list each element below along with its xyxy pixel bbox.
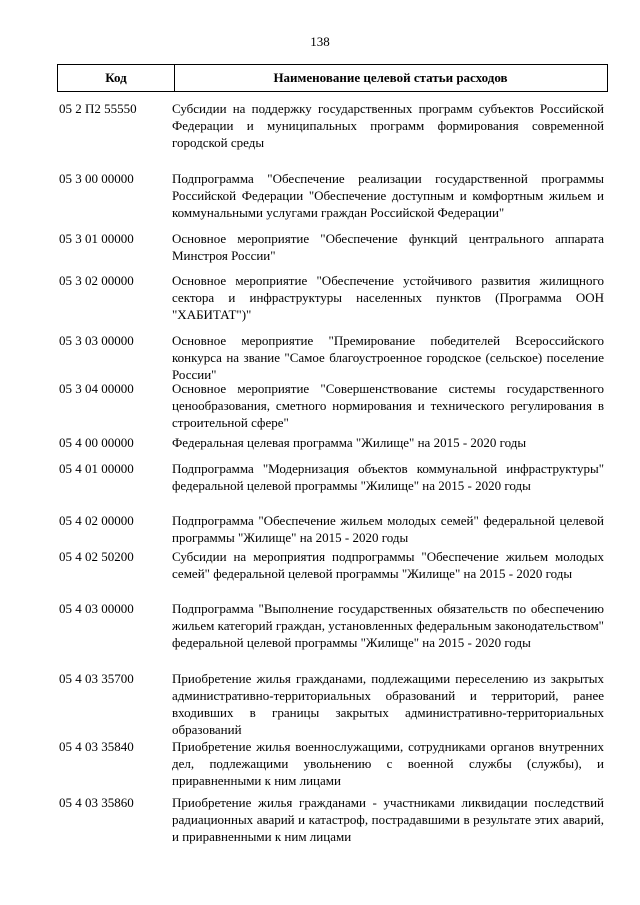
- row-name: Основное мероприятие "Обеспечение функций центрального аппарата Минстроя России": [172, 231, 604, 263]
- row-name: Основное мероприятие "Обеспечение устойчивого развития жилищного сектора и инфраструктуры населенных пунктов (Программа ООН "ХАБИТАТ")": [172, 273, 604, 322]
- header-name: Наименование целевой статьи расходов: [273, 70, 508, 85]
- row-code: 05 2 П2 55550: [59, 101, 137, 116]
- page-number: 138: [310, 34, 330, 49]
- row-name: Приобретение жилья военнослужащими, сотрудниками органов внутренних дел, подлежащими увольнению с военной службы (службы), и приравненными к ним лицами: [172, 739, 604, 788]
- row-name: Приобретение жилья гражданами - участниками ликвидации последствий радиационных аварий и катастроф, пострадавшими в результате этих аварий, и приравненными к ним лицами: [172, 795, 604, 844]
- header-code: Код: [58, 65, 175, 91]
- row-code: 05 4 03 35700: [59, 671, 134, 686]
- row-name: Федеральная целевая программа "Жилище" на 2015 - 2020 годы: [172, 435, 527, 450]
- table-header: [57, 64, 608, 92]
- row-name: Субсидии на мероприятия подпрограммы "Обеспечение жильем молодых семей" федеральной целевой программы "Жилище" на 2015 - 2020 годы: [172, 549, 604, 581]
- row-code: 05 3 02 00000: [59, 273, 134, 288]
- row-code: 05 4 00 00000: [59, 435, 134, 450]
- row-code: 05 3 04 00000: [59, 381, 134, 396]
- row-name: Приобретение жилья гражданами, подлежащими переселению из закрытых административно-территориальных образований и территорий, ранее входивших в границы закрытых административно-территориальных образований: [172, 671, 604, 737]
- row-code: 05 3 01 00000: [59, 231, 134, 246]
- row-code: 05 3 03 00000: [59, 333, 134, 348]
- row-code: 05 4 03 35840: [59, 739, 134, 754]
- row-code: 05 4 03 35860: [59, 795, 134, 810]
- row-name: Подпрограмма "Выполнение государственных обязательств по обеспечению жильем категорий граждан, установленных федеральным законодательством" федеральной целевой программы "Жилище" на 2015 - 2020 годы: [172, 601, 604, 650]
- row-code: 05 4 02 00000: [59, 513, 134, 528]
- row-name: Основное мероприятие "Совершенствование системы государственного ценообразования, сметного нормирования и технического регулирования в строительной сфере": [172, 381, 604, 430]
- row-name: Субсидии на поддержку государственных программ субъектов Российской Федерации и муниципальных программ формирования современной городской среды: [172, 101, 604, 150]
- row-code: 05 4 03 00000: [59, 601, 134, 616]
- row-code: 05 3 00 00000: [59, 171, 134, 186]
- row-name: Подпрограмма "Обеспечение жильем молодых семей" федеральной целевой программы "Жилище" на 2015 - 2020 годы: [172, 513, 604, 545]
- row-name: Основное мероприятие "Премирование победителей Всероссийского конкурса на звание "Самое благоустроенное городское (сельское) поселение России": [172, 333, 604, 382]
- row-name: Подпрограмма "Модернизация объектов коммунальной инфраструктуры" федеральной целевой программы "Жилище" на 2015 - 2020 годы: [172, 461, 604, 493]
- row-code: 05 4 01 00000: [59, 461, 134, 476]
- row-name: Подпрограмма "Обеспечение реализации государственной программы Российской Федерации "Обеспечение доступным и комфортным жильем и коммунальными услугами граждан Российской Федерации": [172, 171, 604, 220]
- row-code: 05 4 02 50200: [59, 549, 134, 564]
